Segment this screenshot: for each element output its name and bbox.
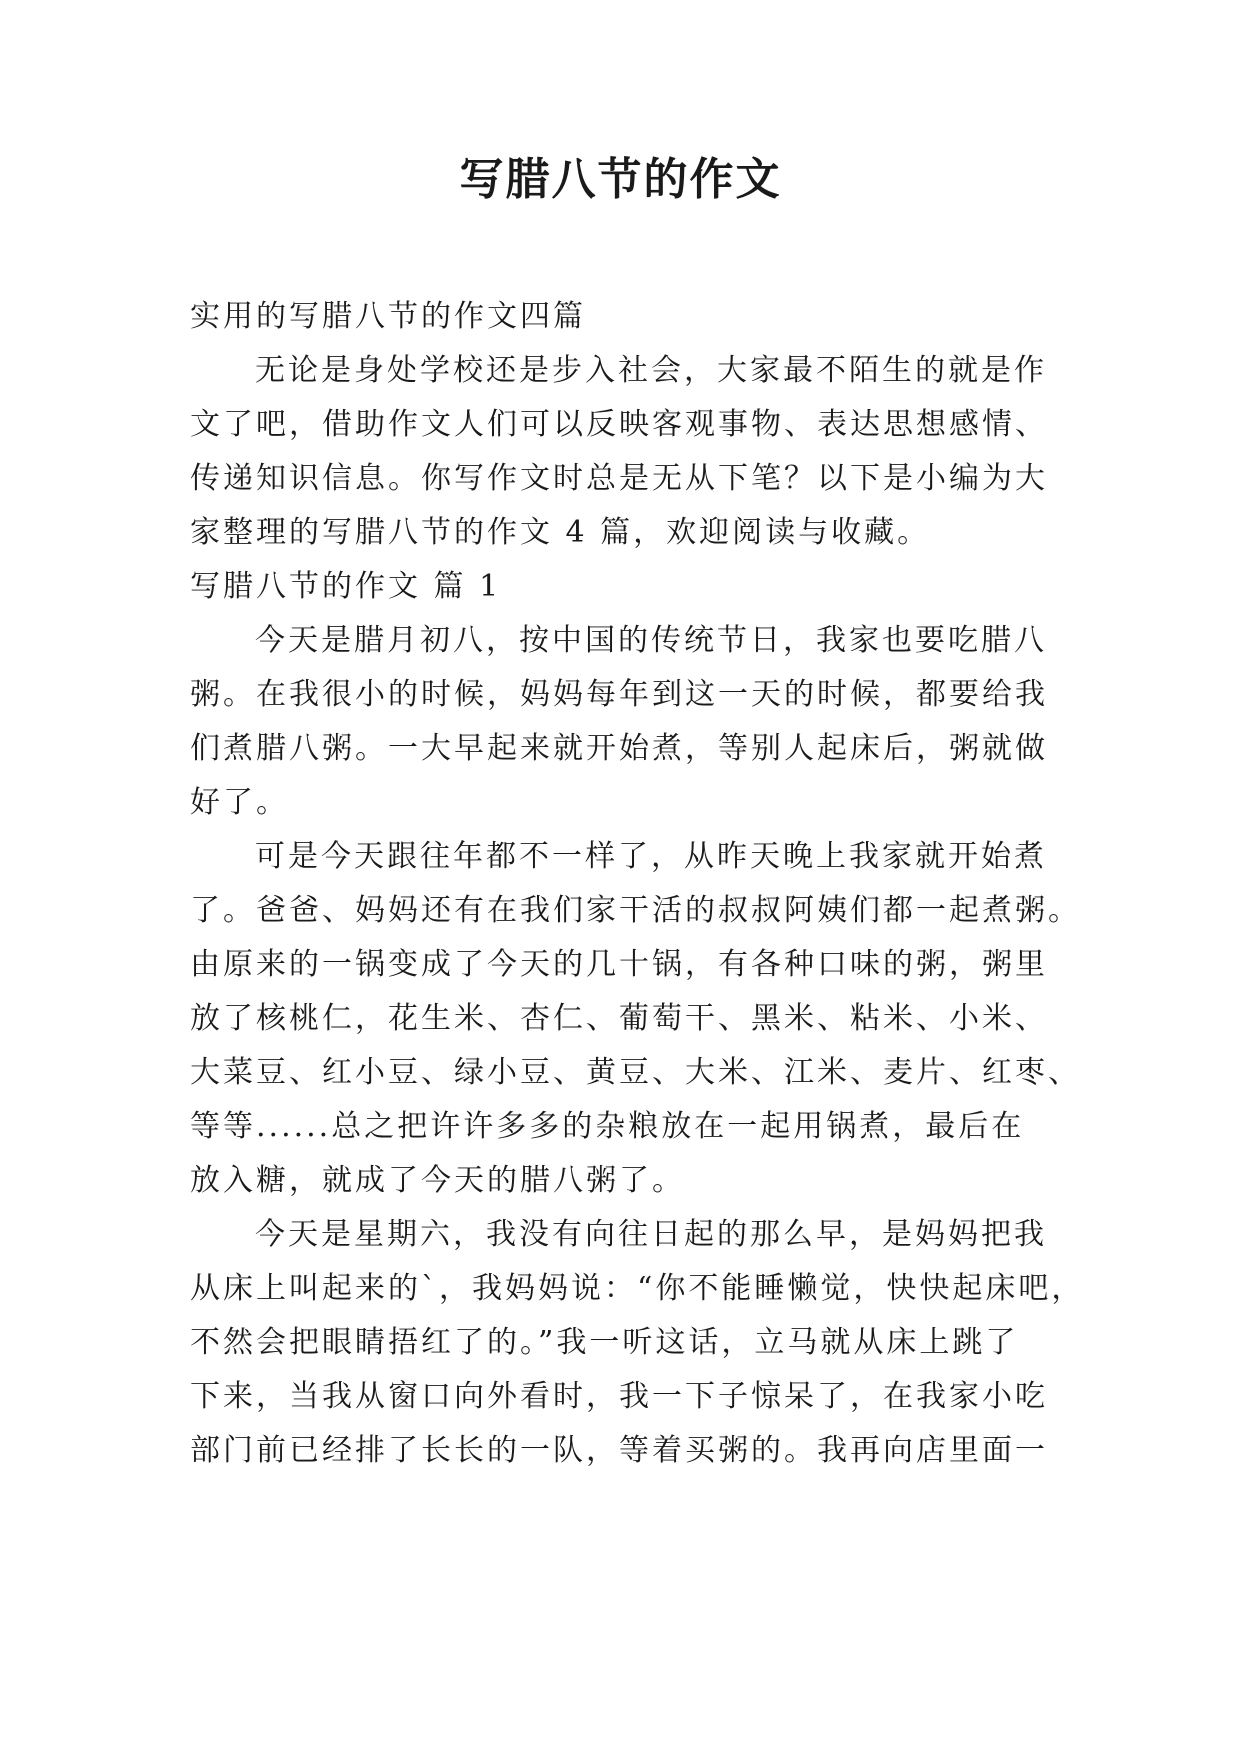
- text-line: 今天是腊月初八，按中国的传统节日，我家也要吃腊八: [255, 623, 1047, 658]
- text-line: 部门前已经排了长长的一队，等着买粥的。我再向店里面一: [190, 1433, 1048, 1468]
- section-heading: 写腊八节的作文 篇 1: [190, 569, 502, 604]
- document-body: [190, 288, 1085, 1476]
- text-line: 传递知识信息。你写作文时总是无从下笔？以下是小编为大: [190, 461, 1048, 496]
- text-line: 家整理的写腊八节的作文 4 篇，欢迎阅读与收藏。: [190, 515, 931, 550]
- document-title: 写腊八节的作文: [459, 154, 782, 205]
- text-line: 大菜豆、红小豆、绿小豆、黄豆、大米、江米、麦片、红枣、: [190, 1055, 1081, 1090]
- text-line: 放入糖，就成了今天的腊八粥了。: [190, 1163, 685, 1198]
- text-line: 放了核桃仁，花生米、杏仁、葡萄干、黑米、粘米、小米、: [190, 1001, 1048, 1036]
- text-line: 了。爸爸、妈妈还有在我们家干活的叔叔阿姨们都一起煮粥。: [190, 893, 1081, 928]
- text-line: 粥。在我很小的时候，妈妈每年到这一天的时候，都要给我: [190, 677, 1048, 712]
- text-line: 从床上叫起来的`，我妈妈说：“你不能睡懒觉，快快起床吧，: [190, 1271, 1085, 1306]
- text-line: 等等......总之把许许多多的杂粮放在一起用锅煮，最后在: [190, 1109, 1025, 1144]
- text-line: 文了吧，借助作文人们可以反映客观事物、表达思想感情、: [190, 407, 1048, 442]
- text-line: 由原来的一锅变成了今天的几十锅，有各种口味的粥，粥里: [190, 947, 1048, 982]
- text-line: 不然会把眼睛捂红了的。”我一听这话，立马就从床上跳了: [190, 1325, 1019, 1360]
- text-line: 实用的写腊八节的作文四篇: [190, 299, 586, 334]
- text-line: 无论是身处学校还是步入社会，大家最不陌生的就是作: [255, 353, 1047, 388]
- text-line: 可是今天跟往年都不一样了，从昨天晚上我家就开始煮: [255, 839, 1047, 874]
- text-line: 好了。: [190, 785, 289, 820]
- text-line: 今天是星期六，我没有向往日起的那么早，是妈妈把我: [255, 1217, 1047, 1252]
- text-line: 下来，当我从窗口向外看时，我一下子惊呆了，在我家小吃: [190, 1379, 1048, 1414]
- text-line: 们煮腊八粥。一大早起来就开始煮，等别人起床后，粥就做: [190, 731, 1048, 766]
